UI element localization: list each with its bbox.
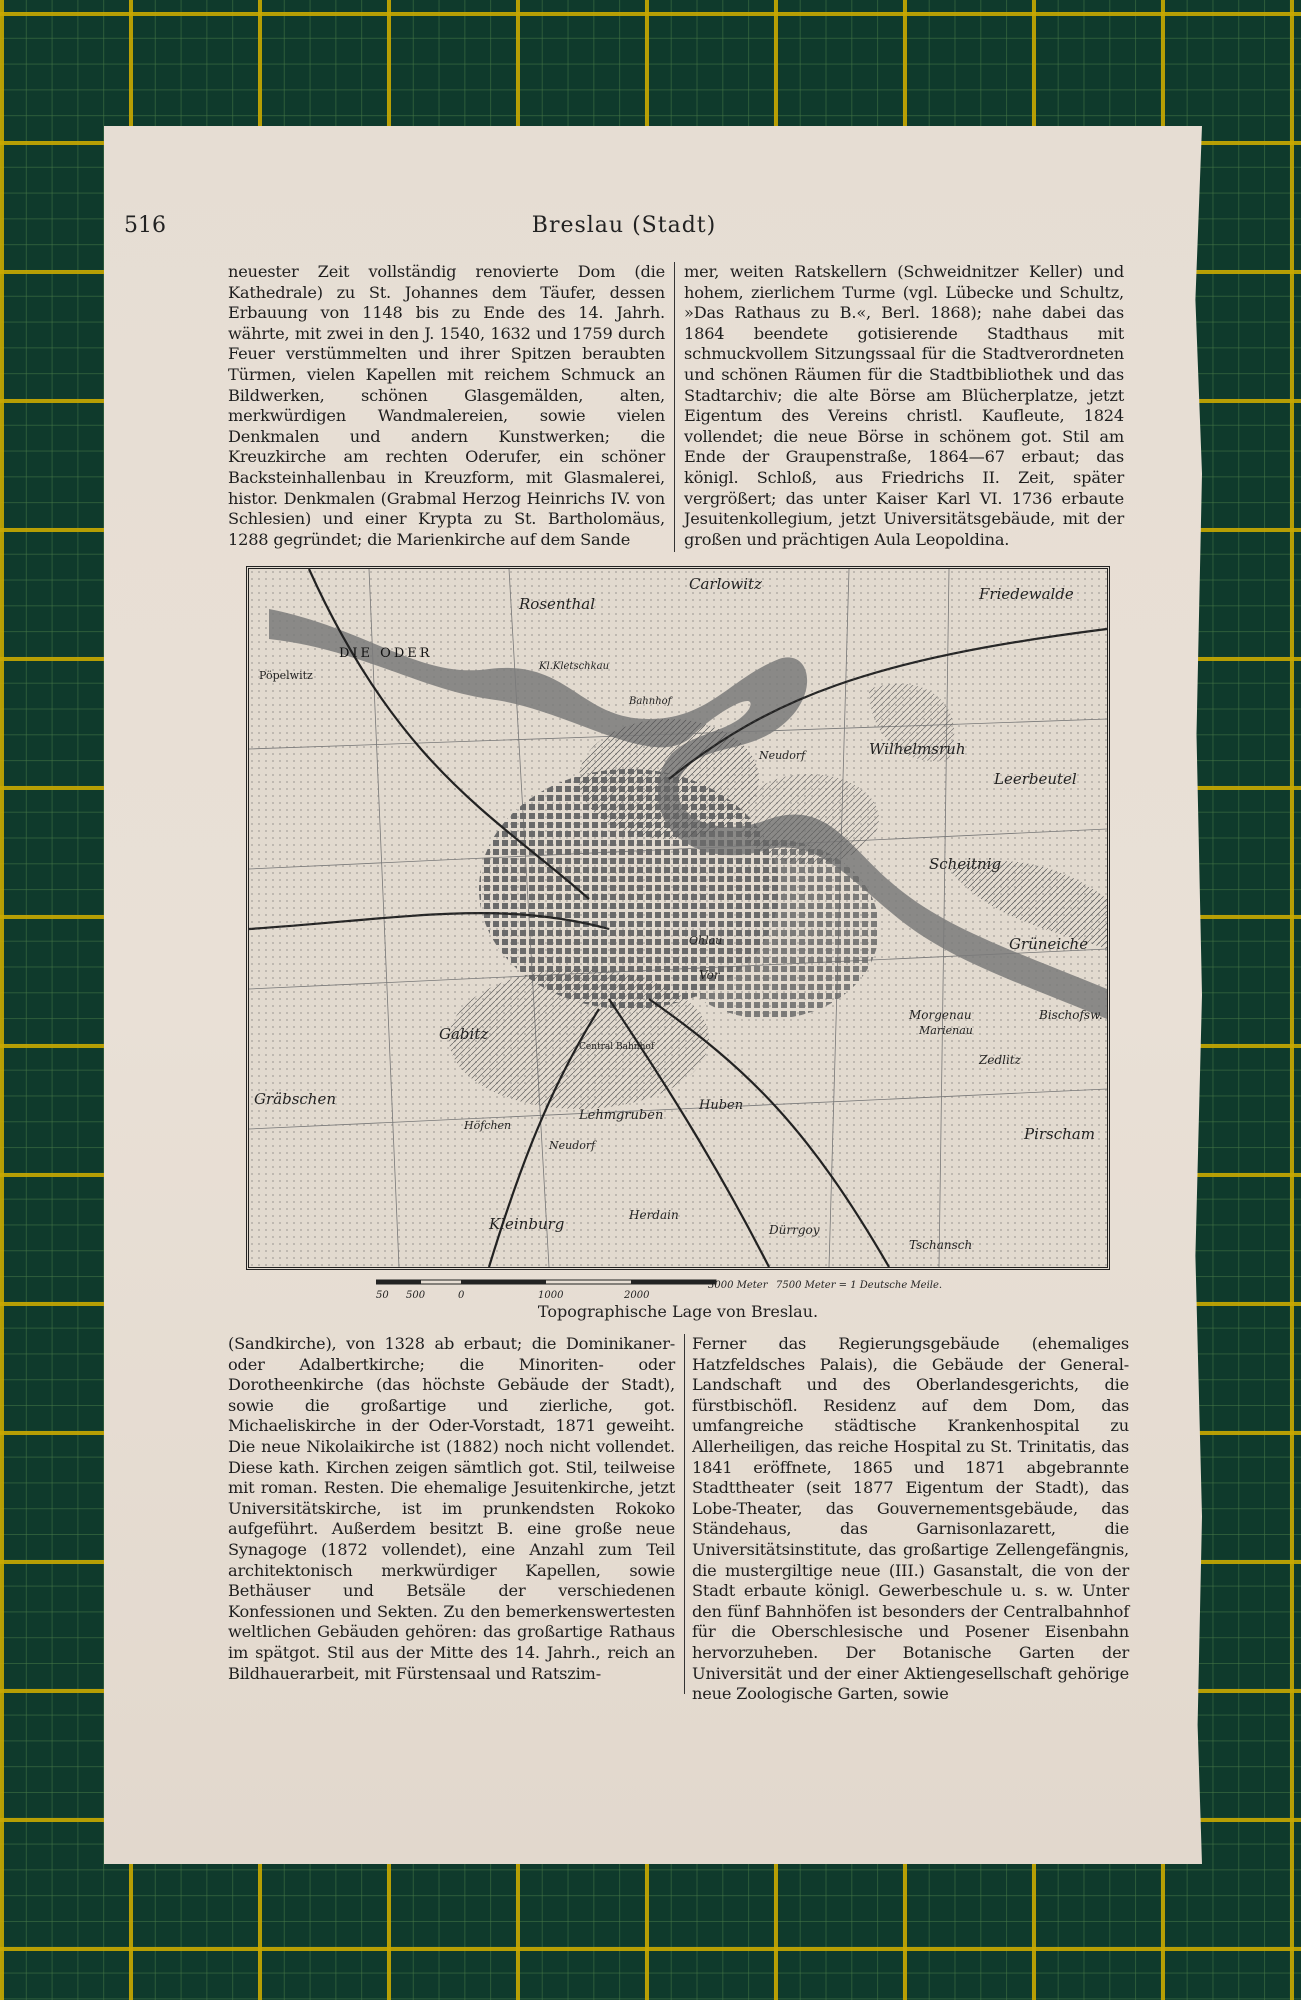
map-label: Gräbschen — [254, 1090, 336, 1108]
map-label: Grüneiche — [1009, 935, 1089, 953]
scale-tick: 0 — [458, 1290, 465, 1301]
map-label: Huben — [699, 1098, 744, 1113]
column-divider — [674, 262, 675, 552]
map-label: Ohlau — [689, 934, 723, 947]
paragraph: Ferner das Regierungsgebäude (ehemaliges Hatzfeldsches Palais), die Gebäude der General-Landschaft und des Oberlandesgerichts, die fürstbischöfl. Residenz auf dem Dom, das umfangreiche städtische Krankenhospital zu Allerheiligen, das reiche Hospital zu St. Trinitatis, das 1841 eröffnete, 1865 und 1871 abgebrannte Stadttheater (seit 1877 Eigentum der Stadt), das Lobe-Theater, das Gouvernementsgebäude, das Ständehaus, das Garnisonlazarett, die Universitätsinstitute, das großartige Zellengefängnis, die mustergiltige neue (III.) Gasanstalt, die von der Stadt erbaute königl. Gewerbeschule u. s. w. Unter den fünf Bahnhöfen ist besonders der Centralbahnhof für die Oberschlesische und Posener Eisenbahn hervorzuheben. Der Botanische Garten der Universität und der einer Aktiengesellschaft gehörige neue Zoologische Garten, sowie — [692, 1334, 1129, 1704]
paragraph: neuester Zeit vollständig renovierte Dom (die Kathedrale) zu St. Johannes dem Täufer, dessen Erbauung von 1148 bis zu Ende des 14. Jahrh. währte, mit zwei in den J. 1540, 1632 und 1759 durch Feuer verstümmelten und ihrer Spitzen beraubten Türmen, vielen Kapellen mit reichem Schmuck an Bildwerken, schönen Glasgemälden, alten, merkwürdigen Wandmalereien, sowie vielen Denkmalen und andern Kunstwerken; die Kreuzkirche am rechten Oderufer, ein schöner Backsteinhallenbau in Kreuzform, mit Glasmalerei, histor. Denkmalen (Grabmal Herzog Heinrichs IV. von Schlesien) und einer Krypta zu St. Bartholomäus, 1288 gegründet; die Marienkirche auf dem Sande — [228, 262, 665, 549]
topographic-map — [246, 566, 1110, 1270]
text-column-bottom-right — [692, 1334, 1129, 1705]
map-label: Kleinburg — [489, 1215, 565, 1233]
map-label: Lehmgruben — [579, 1108, 664, 1123]
map-label: Pirscham — [1024, 1125, 1095, 1143]
scale-tick: 1000 — [538, 1290, 564, 1301]
map-label: Rosenthal — [519, 595, 595, 613]
page-number: 516 — [124, 213, 166, 238]
paragraph: (Sandkirche), von 1328 ab erbaut; die Dominikaner- oder Adalbertkirche; die Minoriten- oder Dorotheenkirche (das höchste Gebäude der Stadt), sowie die großartige und zierliche, got. Michaeliskirche in der Oder-Vorstadt, 1871 geweiht. Die neue Nikolaikirche ist (1882) noch nicht vollendet. Diese kath. Kirchen zeigen sämtlich got. Stil, teilweise mit roman. Resten. Die ehemalige Jesuitenkirche, jetzt Universitätskirche, ist im prunkendsten Rokoko aufgeführt. Außerdem besitzt B. eine große neue Synagoge (1872 vollendet), eine Anzahl zum Teil architektonisch merkwürdiger Kapellen, sowie Bethäuser und Betsäle der verschiedenen Konfessionen und Sekten. Zu den bemerkenswertesten weltlichen Gebäuden gehören: das großartige Rathaus im spätgot. Stil aus der Mitte des 14. Jahrh., reich an Bildhauerarbeit, mit Fürstensaal und Ratszim- — [228, 1334, 675, 1683]
scale-tick: 2000 — [624, 1290, 650, 1301]
map-label: Pöpelwitz — [259, 669, 313, 682]
map-label: Scheitnig — [929, 855, 1002, 873]
scale-tick: 500 — [406, 1290, 426, 1301]
running-title: Breslau (Stadt) — [531, 213, 717, 238]
page-header — [124, 213, 1124, 253]
map-label: Zedlitz — [979, 1053, 1021, 1067]
paragraph: mer, weiten Ratskellern (Schweidnitzer Keller) und hohem, zierlichem Turme (vgl. Lübecke und Schultz, »Das Rathaus zu B.«, Berl. 1868); nahe dabei das 1864 beendete gotisierende Stadthaus mit schmuckvollem Sitzungssaal für die Stadtverordneten und schönen Räumen für die Stadtbibliothek und das Stadtarchiv; die alte Börse am Blücherplatze, jetzt Eigentum des Vereins christl. Kaufleute, 1824 vollendet; die neue Börse in schönem got. Stil am Ende der Graupenstraße, 1864—67 erbaut; das königl. Schloß, aus Friedrichs II. Zeit, später vergrößert; das unter Kaiser Karl VI. 1736 erbaute Jesuitenkollegium, jetzt Universitätsgebäude, mit der großen und prächtigen Aula Leopoldina. — [684, 262, 1124, 549]
text-column-top-left — [228, 262, 665, 550]
scale-note: 7500 Meter = 1 Deutsche Meile. — [776, 1280, 943, 1291]
map-label: Friedewalde — [979, 585, 1074, 603]
map-label: Vor — [699, 968, 720, 982]
map-label: Neudorf — [759, 749, 806, 762]
map-label: Bahnhof — [629, 696, 672, 707]
map-caption: Topographische Lage von Breslau. — [537, 1302, 819, 1321]
map-label: Leerbeutel — [994, 770, 1077, 788]
map-label: Marienau — [919, 1024, 973, 1037]
map-label: Kl.Kletschkau — [539, 661, 610, 672]
scale-tick: 3000 Meter — [708, 1280, 768, 1291]
map-label: DIE ODER — [339, 646, 433, 661]
text-column-bottom-left — [228, 1334, 675, 1684]
map-label: Neudorf — [549, 1139, 596, 1152]
map-label: Gabitz — [439, 1025, 489, 1043]
map-label: Central Bahnhof — [579, 1042, 655, 1052]
map-label: Höfchen — [464, 1119, 512, 1132]
scale-tick: 50 — [376, 1290, 389, 1301]
column-divider — [684, 1334, 685, 1694]
map-label: Tschansch — [909, 1238, 973, 1252]
map-label: Morgenau — [909, 1008, 972, 1022]
map-label: Bischofsw. — [1039, 1008, 1103, 1022]
map-label: Carlowitz — [689, 575, 762, 593]
map-label: Dürrgoy — [769, 1223, 820, 1237]
map-label: Herdain — [629, 1208, 679, 1222]
text-column-top-right — [684, 262, 1124, 550]
map-label: Wilhelmsruh — [869, 740, 966, 758]
